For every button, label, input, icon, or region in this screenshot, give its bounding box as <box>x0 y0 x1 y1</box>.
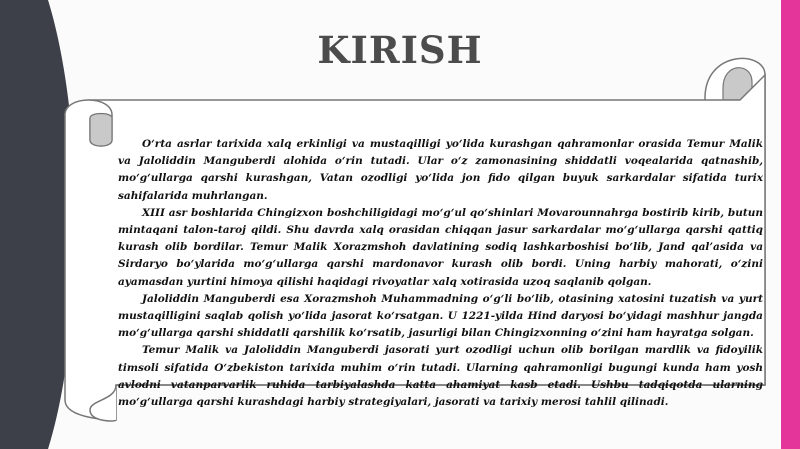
paragraph-1: O‘rta asrlar tarixida xalq erkinligi va mustaqilligi yo‘lida kurashgan qahramonlar orasida Temur Malik va Jaloliddin Manguberdi alohida o‘rin tutadi. Ular o‘z zamonasining shiddatli voqealarida qatnashib, mo‘g‘ullarga qarshi kurashgan, Vatan ozodligi yo‘lida jon fido qilgan buyuk sarkardalar sifatida turix sahifalarida muhrlangan. <box>118 138 763 202</box>
paragraph-4: Temur Malik va Jaloliddin Manguberdi jasorati yurt ozodligi uchun olib borilgan mardlik va fidoyilik timsoli sifatida O‘zbekiston tarixida muhim o‘rin tutadi. Ularning qahramonligi bugungi kunda ham yosh avlodni vatanparvarlik ruhida tarbiyalashda katta ahamiyat kasb etadi. Ushbu tadqiqotda ularning mo‘g‘ullarga qarshi kurashdagi harbiy strategiyalari, jasorati va tarixiy merosi tahlil qilinadi. <box>118 344 763 409</box>
body-text <box>118 136 763 411</box>
paragraph-2: XIII asr boshlarida Chingizxon boshchiligidagi mo‘g‘ul qo‘shinlari Movarounnahrga bostirib kirib, butun mintaqani talon-taroj qildi. Shu davrda xalq orasidan chiqqan jasur sarkardalar mo‘g‘ullarga qarshi qattiq kurash olib bordilar. Temur Malik Xorazmshoh davlatining sodiq lashkarboshisi bo‘lib, Jand qal’asida va Sirdaryo bo‘ylarida mo‘g‘ullarga qarshi mardonavor kurash olib bordi. Uning harbiy mahorati, o‘zini ayamasdan yurtini himoya qilishi haqidagi rivoyatlar xalq xotirasida uzoq saqlanib qolgan. <box>118 206 763 288</box>
paragraph-3: Jaloliddin Manguberdi esa Xorazmshoh Muhammadning o‘g‘li bo‘lib, otasining xatosini tuzatish va yurt mustaqilligini saqlab qolish yo‘lida jasorat ko‘rsatgan. U 1221-yilda Hind daryosi bo‘yidagi mashhur jangda mo‘g‘ullarga qarshi shiddatli qarshilik ko‘rsatib, jasurligi bilan Chingizxonning o‘zini ham hayratga solgan. <box>118 292 763 340</box>
page-title: KIRISH <box>317 28 483 72</box>
